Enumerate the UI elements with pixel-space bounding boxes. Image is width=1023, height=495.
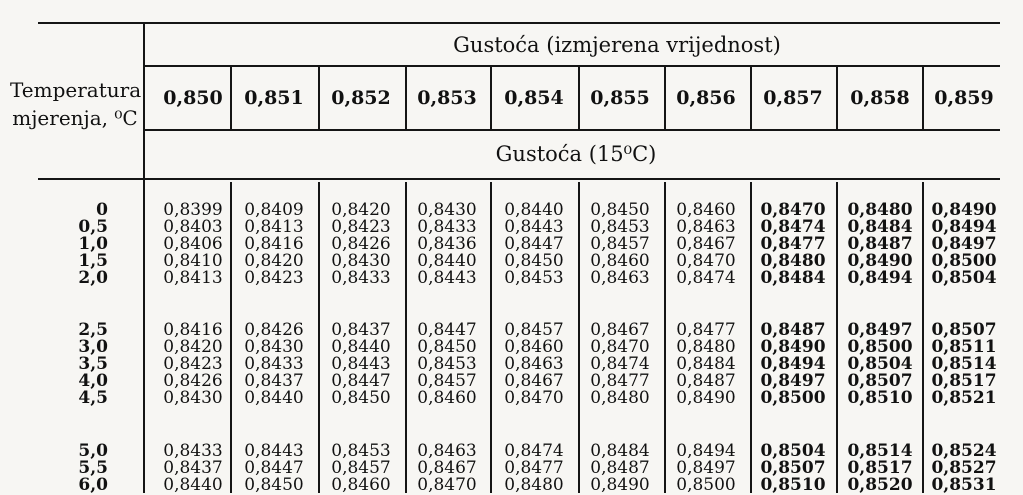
density-cell: 0,8521 bbox=[931, 388, 997, 408]
column-header: 0,853 bbox=[417, 87, 477, 109]
density-cell: 0,8497 bbox=[931, 234, 997, 254]
density-cell: 0,8420 bbox=[163, 337, 223, 357]
row-header-divider bbox=[143, 22, 145, 493]
column-header: 0,856 bbox=[676, 87, 736, 109]
density-cell: 0,8480 bbox=[847, 200, 913, 220]
density-cell: 0,8416 bbox=[163, 320, 223, 340]
density-cell: 0,8463 bbox=[676, 217, 736, 237]
density-cell: 0,8514 bbox=[847, 441, 913, 461]
temperature-label: 2,5 bbox=[78, 320, 108, 340]
density-cell: 0,8406 bbox=[163, 234, 223, 254]
density-cell: 0,8460 bbox=[676, 200, 736, 220]
temperature-header bbox=[10, 76, 140, 132]
density-cell: 0,8480 bbox=[760, 251, 826, 271]
density-cell: 0,8403 bbox=[163, 217, 223, 237]
density-cell: 0,8443 bbox=[331, 354, 391, 374]
column-header: 0,851 bbox=[244, 87, 304, 109]
density-cell: 0,8426 bbox=[244, 320, 304, 340]
density-cell: 0,8433 bbox=[244, 354, 304, 374]
temperature-label: 0,5 bbox=[78, 217, 108, 237]
density-cell: 0,8510 bbox=[847, 388, 913, 408]
column-divider bbox=[664, 67, 666, 129]
density-cell: 0,8460 bbox=[417, 388, 477, 408]
density-cell: 0,8453 bbox=[590, 217, 650, 237]
column-divider bbox=[578, 182, 580, 493]
temperature-label: 0 bbox=[96, 200, 108, 220]
column-divider bbox=[922, 182, 924, 493]
column-divider bbox=[405, 182, 407, 493]
column-divider bbox=[750, 182, 752, 493]
density-cell: 0,8440 bbox=[331, 337, 391, 357]
column-header: 0,852 bbox=[331, 87, 391, 109]
density-cell: 0,8450 bbox=[331, 388, 391, 408]
density-cell: 0,8484 bbox=[590, 441, 650, 461]
density-cell: 0,8490 bbox=[931, 200, 997, 220]
column-header: 0,855 bbox=[590, 87, 650, 109]
temperature-label: 1,5 bbox=[78, 251, 108, 271]
temperature-label: 5,0 bbox=[78, 441, 108, 461]
column-header: 0,858 bbox=[850, 87, 910, 109]
density-cell: 0,8460 bbox=[590, 251, 650, 271]
density-cell: 0,8470 bbox=[504, 388, 564, 408]
density-cell: 0,8437 bbox=[163, 458, 223, 478]
density-cell: 0,8517 bbox=[847, 458, 913, 478]
density-cell: 0,8487 bbox=[760, 320, 826, 340]
density-cell: 0,8443 bbox=[504, 217, 564, 237]
density-cell: 0,8510 bbox=[760, 475, 826, 495]
density-cell: 0,8507 bbox=[847, 371, 913, 391]
density-cell: 0,8410 bbox=[163, 251, 223, 271]
density-cell: 0,8477 bbox=[676, 320, 736, 340]
density-cell: 0,8520 bbox=[847, 475, 913, 495]
density-cell: 0,8497 bbox=[847, 320, 913, 340]
column-header: 0,859 bbox=[934, 87, 994, 109]
density-cell: 0,8423 bbox=[331, 217, 391, 237]
density-cell: 0,8490 bbox=[590, 475, 650, 495]
temperature-header-line2: mjerenja, ⁰C bbox=[12, 106, 138, 130]
density-cell: 0,8453 bbox=[504, 268, 564, 288]
column-divider bbox=[836, 182, 838, 493]
density-cell: 0,8457 bbox=[504, 320, 564, 340]
density-cell: 0,8433 bbox=[163, 441, 223, 461]
density-cell: 0,8413 bbox=[244, 217, 304, 237]
column-header: 0,854 bbox=[504, 87, 564, 109]
measured-header-rule bbox=[145, 65, 1000, 67]
density-cell: 0,8447 bbox=[244, 458, 304, 478]
density-cell: 0,8484 bbox=[760, 268, 826, 288]
density-cell: 0,8490 bbox=[847, 251, 913, 271]
density-cell: 0,8447 bbox=[417, 320, 477, 340]
density-cell: 0,8413 bbox=[163, 268, 223, 288]
density-cell: 0,8433 bbox=[331, 268, 391, 288]
column-header-rule bbox=[145, 129, 1000, 131]
density-cell: 0,8504 bbox=[847, 354, 913, 374]
density-cell: 0,8500 bbox=[760, 388, 826, 408]
density-cell: 0,8467 bbox=[676, 234, 736, 254]
density-cell: 0,8420 bbox=[331, 200, 391, 220]
density-cell: 0,8497 bbox=[760, 371, 826, 391]
density-cell: 0,8426 bbox=[331, 234, 391, 254]
body-top-rule bbox=[38, 178, 1000, 180]
density-cell: 0,8460 bbox=[331, 475, 391, 495]
density-cell: 0,8500 bbox=[676, 475, 736, 495]
density-cell: 0,8430 bbox=[163, 388, 223, 408]
density-cell: 0,8480 bbox=[676, 337, 736, 357]
density-cell: 0,8487 bbox=[847, 234, 913, 254]
density-cell: 0,8467 bbox=[590, 320, 650, 340]
density-cell: 0,8470 bbox=[417, 475, 477, 495]
measured-density-header: Gustoća (izmjerena vrijednost) bbox=[453, 33, 781, 57]
column-divider bbox=[922, 67, 924, 129]
density-cell: 0,8450 bbox=[590, 200, 650, 220]
column-header: 0,850 bbox=[163, 87, 223, 109]
temperature-label: 6,0 bbox=[78, 475, 108, 495]
density-cell: 0,8416 bbox=[244, 234, 304, 254]
density-cell: 0,8430 bbox=[331, 251, 391, 271]
density-cell: 0,8494 bbox=[847, 268, 913, 288]
density-cell: 0,8440 bbox=[244, 388, 304, 408]
density-cell: 0,8480 bbox=[590, 388, 650, 408]
temperature-label: 3,0 bbox=[78, 337, 108, 357]
density-cell: 0,8437 bbox=[244, 371, 304, 391]
density-cell: 0,8484 bbox=[847, 217, 913, 237]
density-cell: 0,8474 bbox=[504, 441, 564, 461]
corrected-density-header: Gustoća (15⁰C) bbox=[495, 142, 657, 166]
density-cell: 0,8507 bbox=[760, 458, 826, 478]
density-cell: 0,8517 bbox=[931, 371, 997, 391]
density-cell: 0,8440 bbox=[417, 251, 477, 271]
density-cell: 0,8437 bbox=[331, 320, 391, 340]
column-divider bbox=[578, 67, 580, 129]
density-cell: 0,8460 bbox=[504, 337, 564, 357]
density-cell: 0,8524 bbox=[931, 441, 997, 461]
temperature-label: 3,5 bbox=[78, 354, 108, 374]
density-cell: 0,8447 bbox=[331, 371, 391, 391]
density-cell: 0,8494 bbox=[760, 354, 826, 374]
density-cell: 0,8470 bbox=[590, 337, 650, 357]
column-divider bbox=[318, 182, 320, 493]
density-cell: 0,8436 bbox=[417, 234, 477, 254]
density-cell: 0,8500 bbox=[931, 251, 997, 271]
density-cell: 0,8500 bbox=[847, 337, 913, 357]
density-cell: 0,8423 bbox=[163, 354, 223, 374]
density-cell: 0,8457 bbox=[417, 371, 477, 391]
density-cell: 0,8450 bbox=[244, 475, 304, 495]
density-cell: 0,8494 bbox=[676, 441, 736, 461]
density-cell: 0,8467 bbox=[417, 458, 477, 478]
density-cell: 0,8490 bbox=[676, 388, 736, 408]
column-header: 0,857 bbox=[763, 87, 823, 109]
temperature-label: 4,0 bbox=[78, 371, 108, 391]
density-cell: 0,8470 bbox=[676, 251, 736, 271]
density-cell: 0,8474 bbox=[590, 354, 650, 374]
density-cell: 0,8514 bbox=[931, 354, 997, 374]
density-cell: 0,8430 bbox=[244, 337, 304, 357]
temperature-label: 2,0 bbox=[78, 268, 108, 288]
density-cell: 0,8440 bbox=[163, 475, 223, 495]
density-cell: 0,8474 bbox=[760, 217, 826, 237]
density-cell: 0,8443 bbox=[417, 268, 477, 288]
density-cell: 0,8463 bbox=[590, 268, 650, 288]
column-divider bbox=[664, 182, 666, 493]
density-cell: 0,8480 bbox=[504, 475, 564, 495]
density-cell: 0,8504 bbox=[760, 441, 826, 461]
temperature-label: 1,0 bbox=[78, 234, 108, 254]
density-cell: 0,8507 bbox=[931, 320, 997, 340]
density-cell: 0,8487 bbox=[590, 458, 650, 478]
density-cell: 0,8447 bbox=[504, 234, 564, 254]
temperature-label: 4,5 bbox=[78, 388, 108, 408]
density-cell: 0,8457 bbox=[590, 234, 650, 254]
density-cell: 0,8504 bbox=[931, 268, 997, 288]
density-cell: 0,8470 bbox=[760, 200, 826, 220]
density-cell: 0,8497 bbox=[676, 458, 736, 478]
density-cell: 0,8453 bbox=[417, 354, 477, 374]
column-divider bbox=[490, 182, 492, 493]
density-cell: 0,8453 bbox=[331, 441, 391, 461]
density-cell: 0,8463 bbox=[417, 441, 477, 461]
density-cell: 0,8477 bbox=[504, 458, 564, 478]
density-cell: 0,8477 bbox=[760, 234, 826, 254]
column-divider bbox=[836, 67, 838, 129]
density-cell: 0,8450 bbox=[504, 251, 564, 271]
column-divider bbox=[490, 67, 492, 129]
column-divider bbox=[230, 182, 232, 493]
temperature-label: 5,5 bbox=[78, 458, 108, 478]
density-cell: 0,8399 bbox=[163, 200, 223, 220]
density-cell: 0,8527 bbox=[931, 458, 997, 478]
density-cell: 0,8433 bbox=[417, 217, 477, 237]
density-cell: 0,8426 bbox=[163, 371, 223, 391]
column-divider bbox=[318, 67, 320, 129]
density-cell: 0,8484 bbox=[676, 354, 736, 374]
temperature-header-line1: Temperatura bbox=[10, 78, 142, 102]
density-cell: 0,8409 bbox=[244, 200, 304, 220]
density-cell: 0,8531 bbox=[931, 475, 997, 495]
density-cell: 0,8440 bbox=[504, 200, 564, 220]
density-cell: 0,8450 bbox=[417, 337, 477, 357]
density-cell: 0,8494 bbox=[931, 217, 997, 237]
top-rule bbox=[38, 22, 1000, 24]
density-cell: 0,8443 bbox=[244, 441, 304, 461]
density-cell: 0,8487 bbox=[676, 371, 736, 391]
column-divider bbox=[750, 67, 752, 129]
column-divider bbox=[405, 67, 407, 129]
column-divider bbox=[230, 67, 232, 129]
density-cell: 0,8467 bbox=[504, 371, 564, 391]
density-cell: 0,8423 bbox=[244, 268, 304, 288]
density-cell: 0,8474 bbox=[676, 268, 736, 288]
density-cell: 0,8420 bbox=[244, 251, 304, 271]
density-cell: 0,8490 bbox=[760, 337, 826, 357]
density-cell: 0,8463 bbox=[504, 354, 564, 374]
density-cell: 0,8511 bbox=[931, 337, 997, 357]
density-cell: 0,8477 bbox=[590, 371, 650, 391]
density-cell: 0,8430 bbox=[417, 200, 477, 220]
density-cell: 0,8457 bbox=[331, 458, 391, 478]
